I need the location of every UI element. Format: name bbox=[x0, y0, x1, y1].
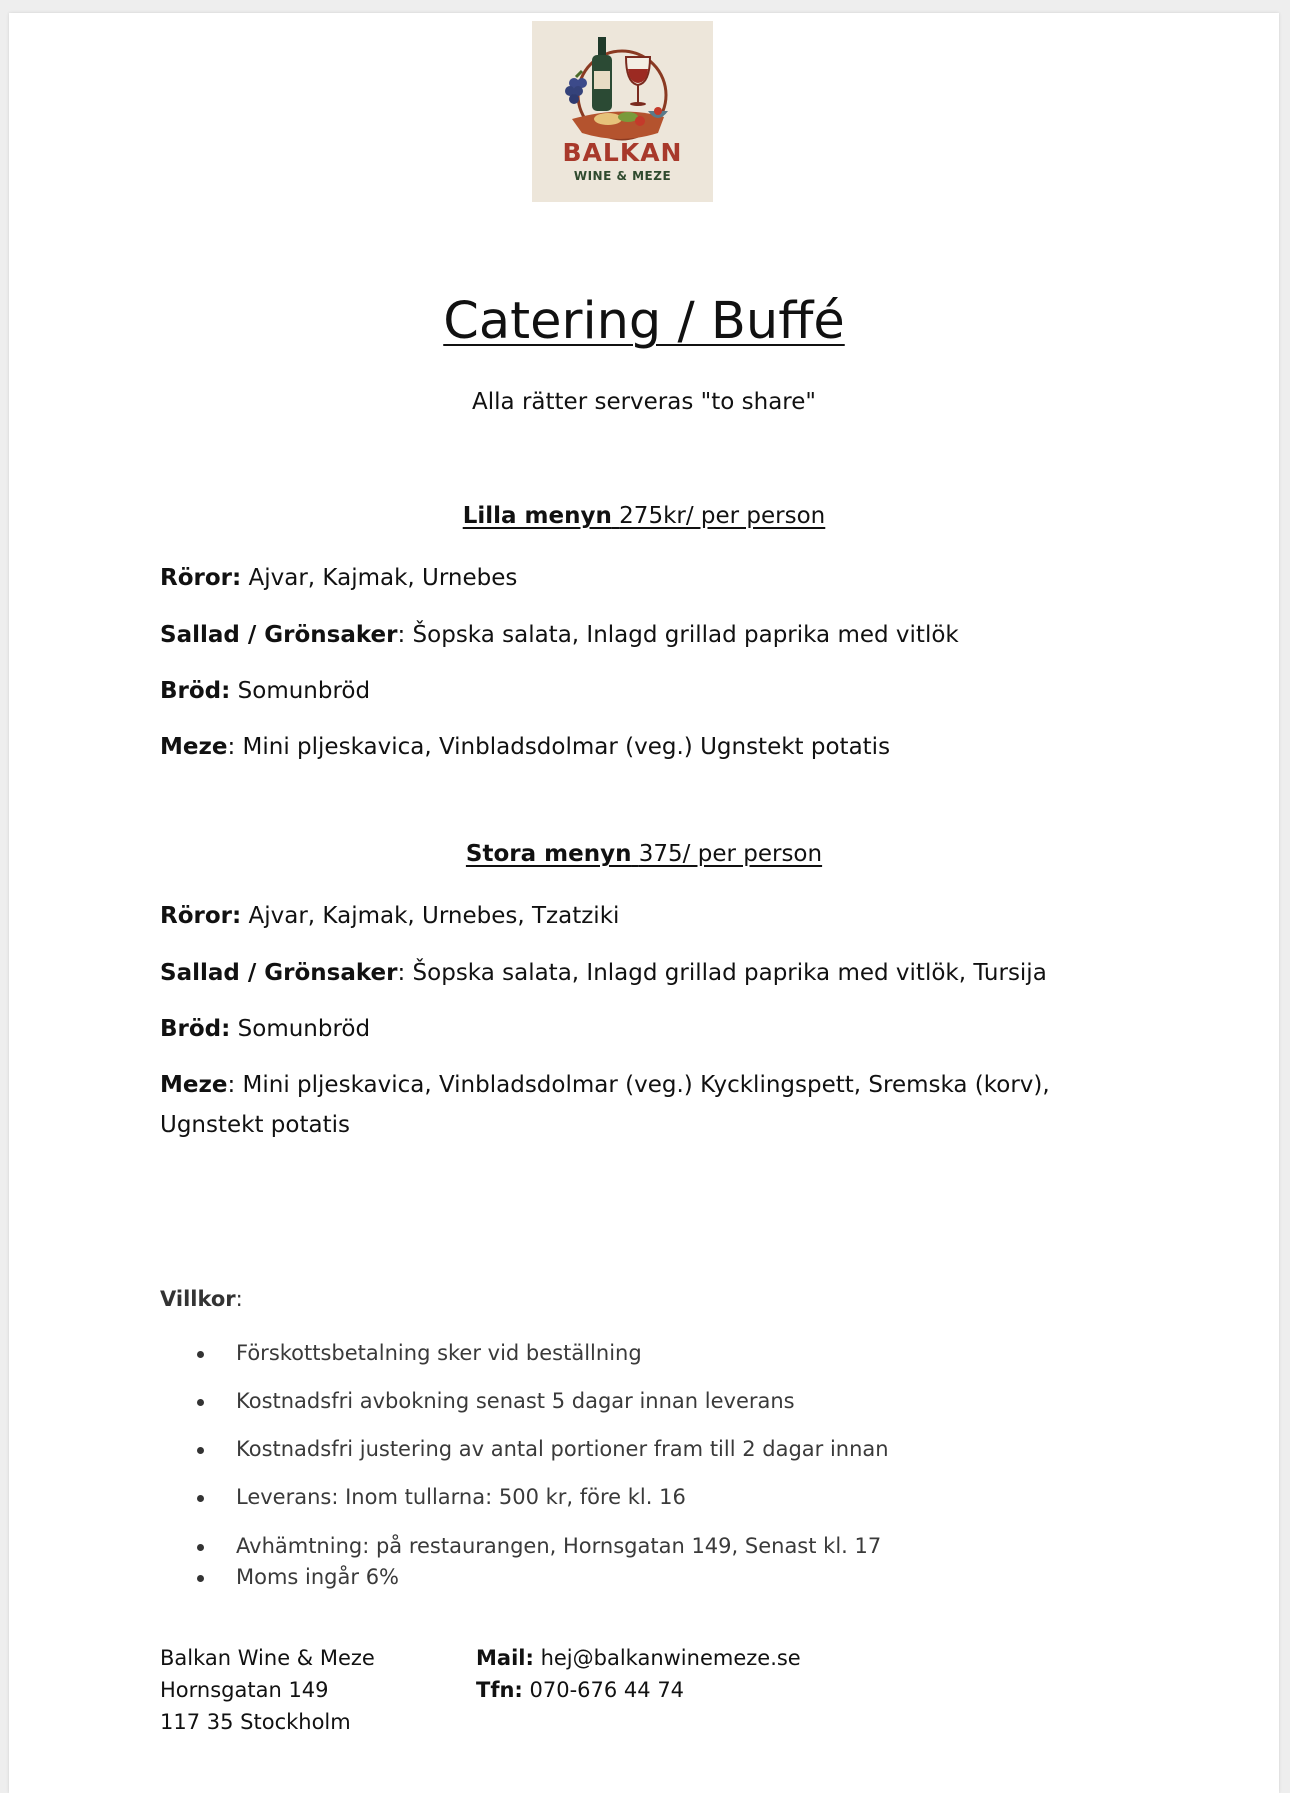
page-subtitle: Alla rätter serveras "to share" bbox=[472, 389, 816, 415]
menu-item bbox=[160, 1065, 1120, 1145]
bullet-icon bbox=[197, 1351, 204, 1358]
footer-contact bbox=[476, 1642, 801, 1706]
footer-address bbox=[160, 1642, 375, 1738]
menu-name: Stora menyn bbox=[465, 841, 632, 867]
menu-item-text: : Šopska salata, Inlagd grillad paprika med vitlök bbox=[397, 622, 959, 648]
page-title: Catering / Buffé bbox=[443, 292, 845, 351]
menu-item-label: Meze bbox=[160, 734, 228, 760]
phone-label: Tfn: bbox=[476, 1678, 523, 1702]
menu-item bbox=[160, 671, 1120, 711]
menu-item-text: Somunbröd bbox=[237, 1016, 371, 1042]
footer-street: Hornsgatan 149 bbox=[160, 1678, 329, 1702]
menu-name: Lilla menyn bbox=[462, 503, 612, 529]
menu-item-label: Bröd: bbox=[160, 678, 231, 704]
bullet-icon bbox=[197, 1495, 204, 1502]
condition-item: Avhämtning: på restaurangen, Hornsgatan 149, Senast kl. 17 bbox=[236, 1534, 882, 1558]
menu-item bbox=[160, 615, 1120, 655]
menu-heading-stora bbox=[9, 841, 1279, 869]
bullet-icon bbox=[197, 1575, 204, 1582]
menu-item-text: Ajvar, Kajmak, Urnebes bbox=[248, 565, 518, 591]
mail-label: Mail: bbox=[476, 1646, 534, 1670]
mail-link[interactable]: hej@balkanwinemeze.se bbox=[540, 1646, 801, 1670]
menu-item-text: : Mini pljeskavica, Vinbladsdolmar (veg.) Ugnstekt potatis bbox=[227, 734, 891, 760]
menu-item-label: Sallad / Grönsaker bbox=[160, 622, 398, 648]
menu-item-label: Röror: bbox=[160, 903, 242, 929]
condition-item: Kostnadsfri avbokning senast 5 dagar innan leverans bbox=[236, 1389, 795, 1413]
restaurant-logo bbox=[532, 21, 713, 202]
menu-heading-lilla bbox=[9, 503, 1279, 531]
logo-subtitle: WINE & MEZE bbox=[573, 169, 672, 183]
menu-item bbox=[160, 1009, 1120, 1049]
menu-item-text: Ajvar, Kajmak, Urnebes, Tzatziki bbox=[248, 903, 620, 929]
menu-price: 375/ per person bbox=[638, 841, 823, 867]
condition-item: Kostnadsfri justering av antal portioner fram till 2 dagar innan bbox=[236, 1437, 889, 1461]
menu-item bbox=[160, 953, 1120, 993]
menu-item-text: Somunbröd bbox=[237, 678, 371, 704]
menu-item-text: : Mini pljeskavica, Vinbladsdolmar (veg.) Kycklingspett, Sremska (korv), Ugnstekt potatis bbox=[160, 1072, 1050, 1138]
conditions-heading bbox=[160, 1287, 243, 1311]
menu-item bbox=[160, 558, 1120, 598]
bullet-icon bbox=[197, 1399, 204, 1406]
logo-title: BALKAN bbox=[562, 138, 683, 167]
conditions-label: Villkor bbox=[160, 1287, 236, 1311]
condition-item: Moms ingår 6% bbox=[236, 1565, 400, 1589]
menu-price: 275kr/ per person bbox=[619, 503, 826, 529]
menu-item bbox=[160, 727, 1120, 767]
footer-city: 117 35 Stockholm bbox=[160, 1710, 351, 1734]
condition-item: Leverans: Inom tullarna: 500 kr, före kl. 16 bbox=[236, 1485, 686, 1509]
menu-document bbox=[9, 13, 1279, 1793]
menu-item bbox=[160, 896, 1120, 936]
conditions-suffix: : bbox=[235, 1287, 243, 1311]
footer-business-name: Balkan Wine & Meze bbox=[160, 1646, 375, 1670]
bullet-icon bbox=[197, 1447, 204, 1454]
menu-item-label: Bröd: bbox=[160, 1016, 231, 1042]
phone-link[interactable]: 070-676 44 74 bbox=[529, 1678, 685, 1702]
condition-item: Förskottsbetalning sker vid beställning bbox=[236, 1341, 642, 1365]
menu-item-text: : Šopska salata, Inlagd grillad paprika med vitlök, Tursija bbox=[397, 960, 1047, 986]
bullet-icon bbox=[197, 1544, 204, 1551]
menu-item-label: Röror: bbox=[160, 565, 242, 591]
menu-item-label: Sallad / Grönsaker bbox=[160, 960, 398, 986]
menu-item-label: Meze bbox=[160, 1072, 228, 1098]
